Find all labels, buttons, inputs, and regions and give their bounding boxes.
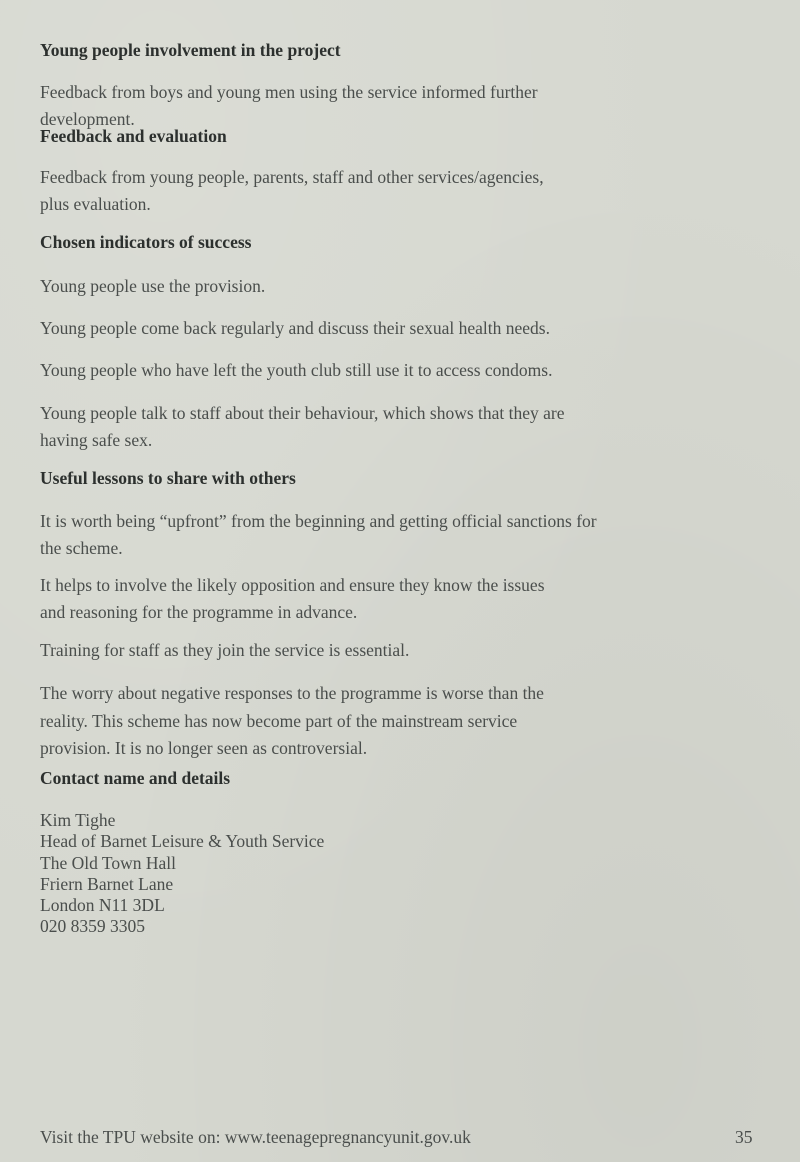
contact-phone: 020 8359 3305 [40,916,145,937]
indicators-heading: Chosen indicators of success [40,232,252,252]
contact-section [40,767,600,789]
contact-address-line: London N11 3DL [40,895,165,916]
page-number: 35 [735,1127,753,1147]
lessons-section [40,467,600,489]
lesson-item: Training for staff as they join the service is essential. [40,640,410,660]
lesson-item: It is worth being “upfront” from the beginning and getting official sanctions for the scheme. [40,511,597,558]
feedback-heading: Feedback and evaluation [40,126,227,146]
feedback-text-block [40,164,550,218]
feedback-section [40,125,600,147]
indicator-item: Young people who have left the youth club still use it to access condoms. [40,360,553,380]
lesson-item: It helps to involve the likely opposition and ensure they know the issues and reasoning for the programme in advance. [40,575,545,622]
involvement-section [40,39,600,61]
involvement-heading: Young people involvement in the project [40,40,341,60]
indicators-section [40,231,600,253]
contact-details [40,810,600,938]
contact-title: Head of Barnet Leisure & Youth Service [40,831,325,852]
lesson-item: The worry about negative responses to the programme is worse than the reality. This scheme has now become part of the mainstream service provision. It is no longer seen as controversial. [40,683,544,758]
indicator-item: Young people come back regularly and discuss their sexual health needs. [40,318,550,338]
contact-name: Kim Tighe [40,810,116,830]
feedback-text: Feedback from young people, parents, staff and other services/agencies, plus evaluation. [40,167,544,214]
contact-address-line: The Old Town Hall [40,852,177,873]
footer-website-text: Visit the TPU website on: www.teenagepregnancyunit.gov.uk [40,1127,471,1147]
contact-address-line: Friern Barnet Lane [40,873,174,894]
contact-heading: Contact name and details [40,768,231,788]
involvement-text: Feedback from boys and young men using the service informed further development. [40,82,538,129]
lessons-heading: Useful lessons to share with others [40,468,296,488]
indicator-item: Young people use the provision. [40,276,266,296]
indicator-item: Young people talk to staff about their behaviour, which shows that they are having safe sex. [40,403,565,450]
